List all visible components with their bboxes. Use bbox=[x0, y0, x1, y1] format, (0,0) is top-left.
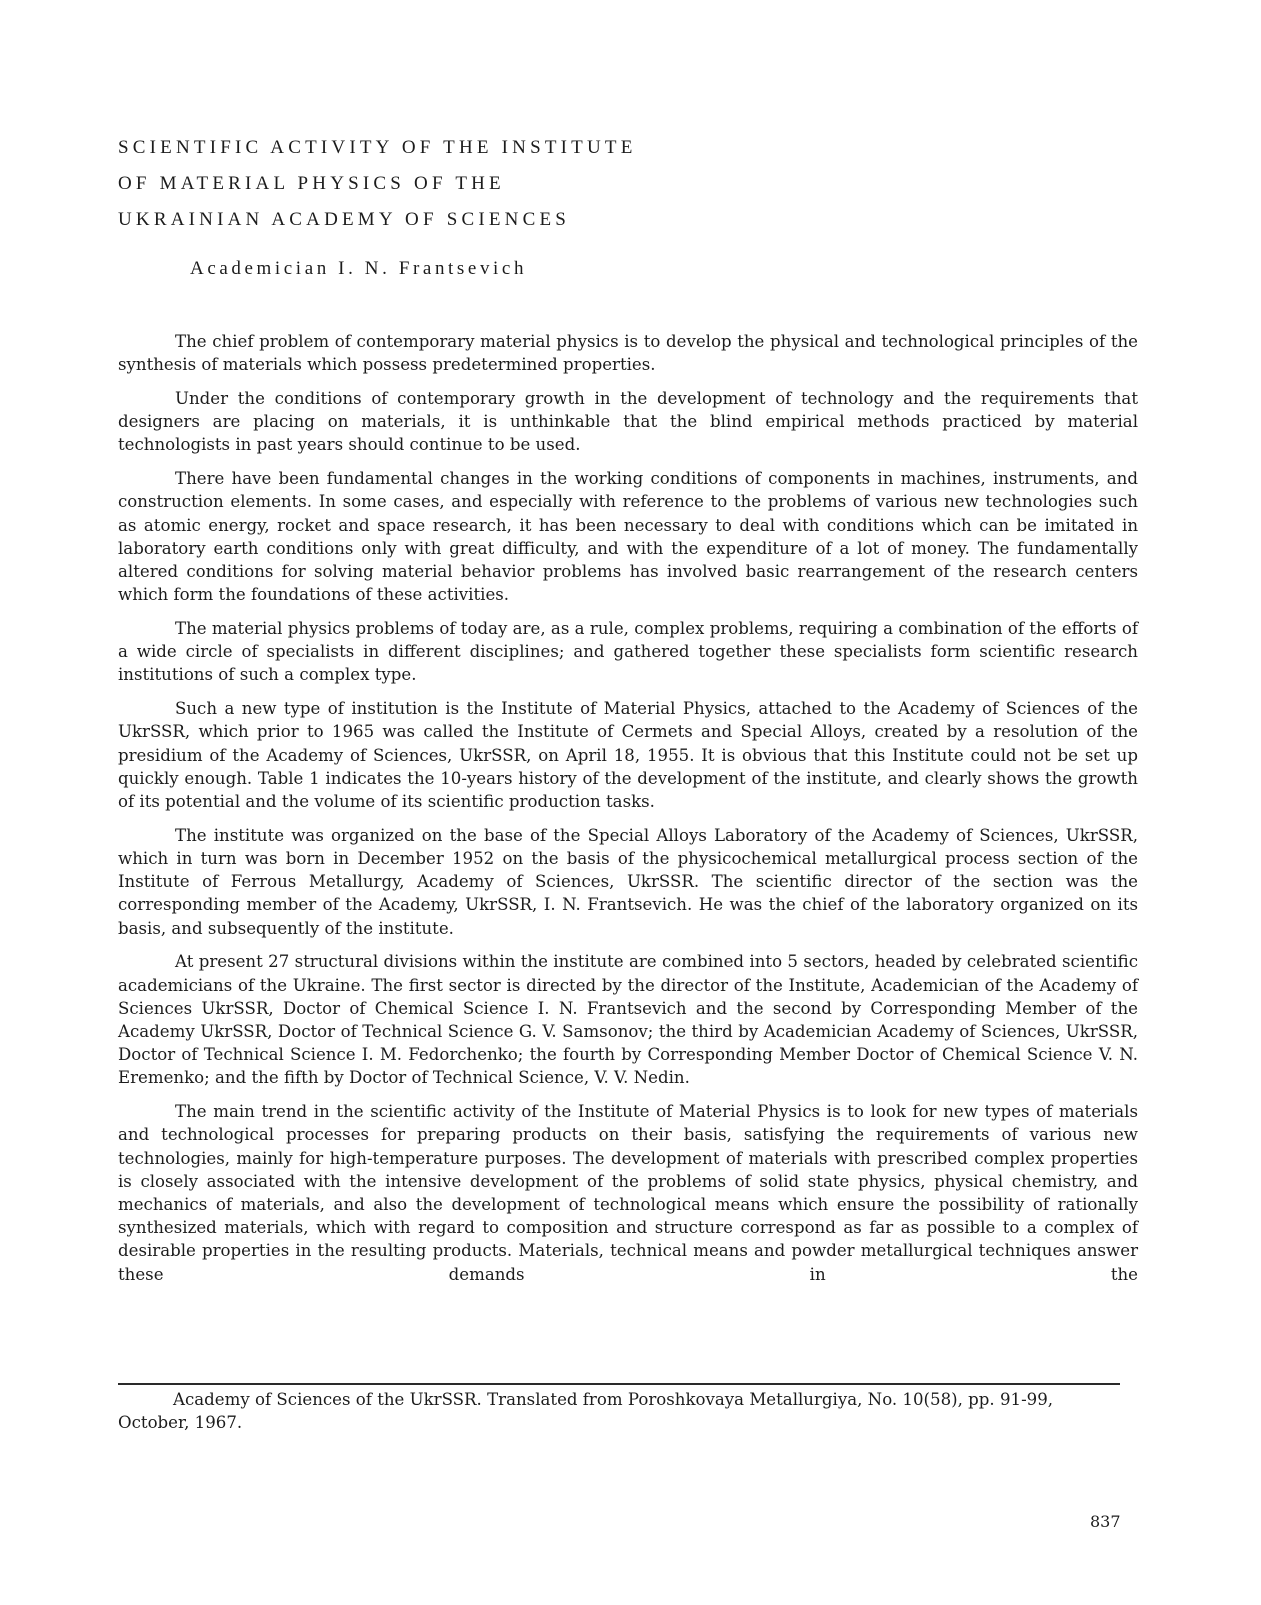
paragraph: The institute was organized on the base of the Special Alloys Laboratory of the Academy of Sciences, UkrSSR, which in turn was born in December 1952 on the basis of the physicochemical metallurgical process section of the Institute of Ferrous Metallurgy, Academy of Sciences, UkrSSR. The scientific director of the section was the corresponding member of the Academy, UkrSSR, I. N. Frantsevich. He was the chief of the laboratory organized on its basis, and subsequently of the institute. bbox=[118, 825, 1138, 938]
paragraph: Such a new type of institution is the Institute of Material Physics, attached to the Academy of Sciences of the UkrSSR, which prior to 1965 was called the Institute of Cermets and Special Alloys, created by a resolution of the presidium of the Academy of Sciences, UkrSSR, on April 18, 1955. It is obvious that this Institute could not be set up quickly enough. Table 1 indicates the 10-years history of the development of the institute, and clearly shows the growth of its potential and the volume of its scientific production tasks. bbox=[118, 699, 1138, 812]
author-line: Academician I. N. Frantsevich bbox=[190, 258, 528, 279]
title-line: OF MATERIAL PHYSICS OF THE bbox=[118, 173, 505, 194]
paragraph: The main trend in the scientific activity of the Institute of Material Physics is to look for new types of materials and technological processes for preparing products on their basis, satisfying the requirements of various new technologies, mainly for high-temperature purposes. The development of materials with prescribed complex properties is closely associated with the intensive development of the problems of solid state physics, physical chemistry, and mechanics of materials, and also the development of technological means which ensure the possibility of rationally synthesized materials, which with regard to composition and structure correspond as far as possible to a complex of desirable properties in the resulting products. Materials, technical means and powder metallurgical techniques answer these demands in the bbox=[118, 1102, 1138, 1284]
footnote-text: Academy of Sciences of the UkrSSR. Translated from Poroshkovaya Metallurgiya, No. 10(58), pp. 91-99, October, 1967. bbox=[118, 1390, 1054, 1432]
article-body bbox=[118, 330, 1138, 1296]
article-title bbox=[118, 130, 818, 238]
paragraph: At present 27 structural divisions within the institute are combined into 5 sectors, headed by celebrated scientific academicians of the Ukraine. The first sector is directed by the director of the Institute, Academician of the Academy of Sciences UkrSSR, Doctor of Chemical Science I. N. Frantsevich and the second by Corresponding Member of the Academy UkrSSR, Doctor of Technical Science G. V. Samsonov; the third by Academician Academy of Sciences, UkrSSR, Doctor of Technical Science I. M. Fedorchenko; the fourth by Corresponding Member Doctor of Chemical Science V. N. Eremenko; and the fifth by Doctor of Technical Science, V. V. Nedin. bbox=[118, 952, 1138, 1088]
title-line: SCIENTIFIC ACTIVITY OF THE INSTITUTE bbox=[118, 137, 637, 158]
paragraph: The chief problem of contemporary material physics is to develop the physical and technological principles of the synthesis of materials which possess predetermined properties. bbox=[118, 332, 1138, 375]
title-line: UKRAINIAN ACADEMY OF SCIENCES bbox=[118, 209, 571, 230]
page-number: 837 bbox=[1090, 1512, 1121, 1531]
footnote bbox=[118, 1388, 1118, 1434]
paragraph: Under the conditions of contemporary growth in the development of technology and the requirements that designers are placing on materials, it is unthinkable that the blind empirical methods practiced by material technologists in past years should continue to be used. bbox=[118, 389, 1138, 455]
paragraph: The material physics problems of today are, as a rule, complex problems, requiring a combination of the efforts of a wide circle of specialists in different disciplines; and gathered together these specialists form scientific research institutions of such a complex type. bbox=[118, 619, 1138, 685]
footnote-rule bbox=[118, 1383, 1120, 1385]
paragraph: There have been fundamental changes in the working conditions of components in machines, instruments, and construction elements. In some cases, and especially with reference to the problems of various new technologies such as atomic energy, rocket and space research, it has been necessary to deal with conditions which can be imitated in laboratory earth conditions only with great difficulty, and with the expenditure of a lot of money. The fundamentally altered conditions for solving material behavior problems has involved basic rearrangement of the research centers which form the foundations of these activities. bbox=[118, 469, 1138, 605]
